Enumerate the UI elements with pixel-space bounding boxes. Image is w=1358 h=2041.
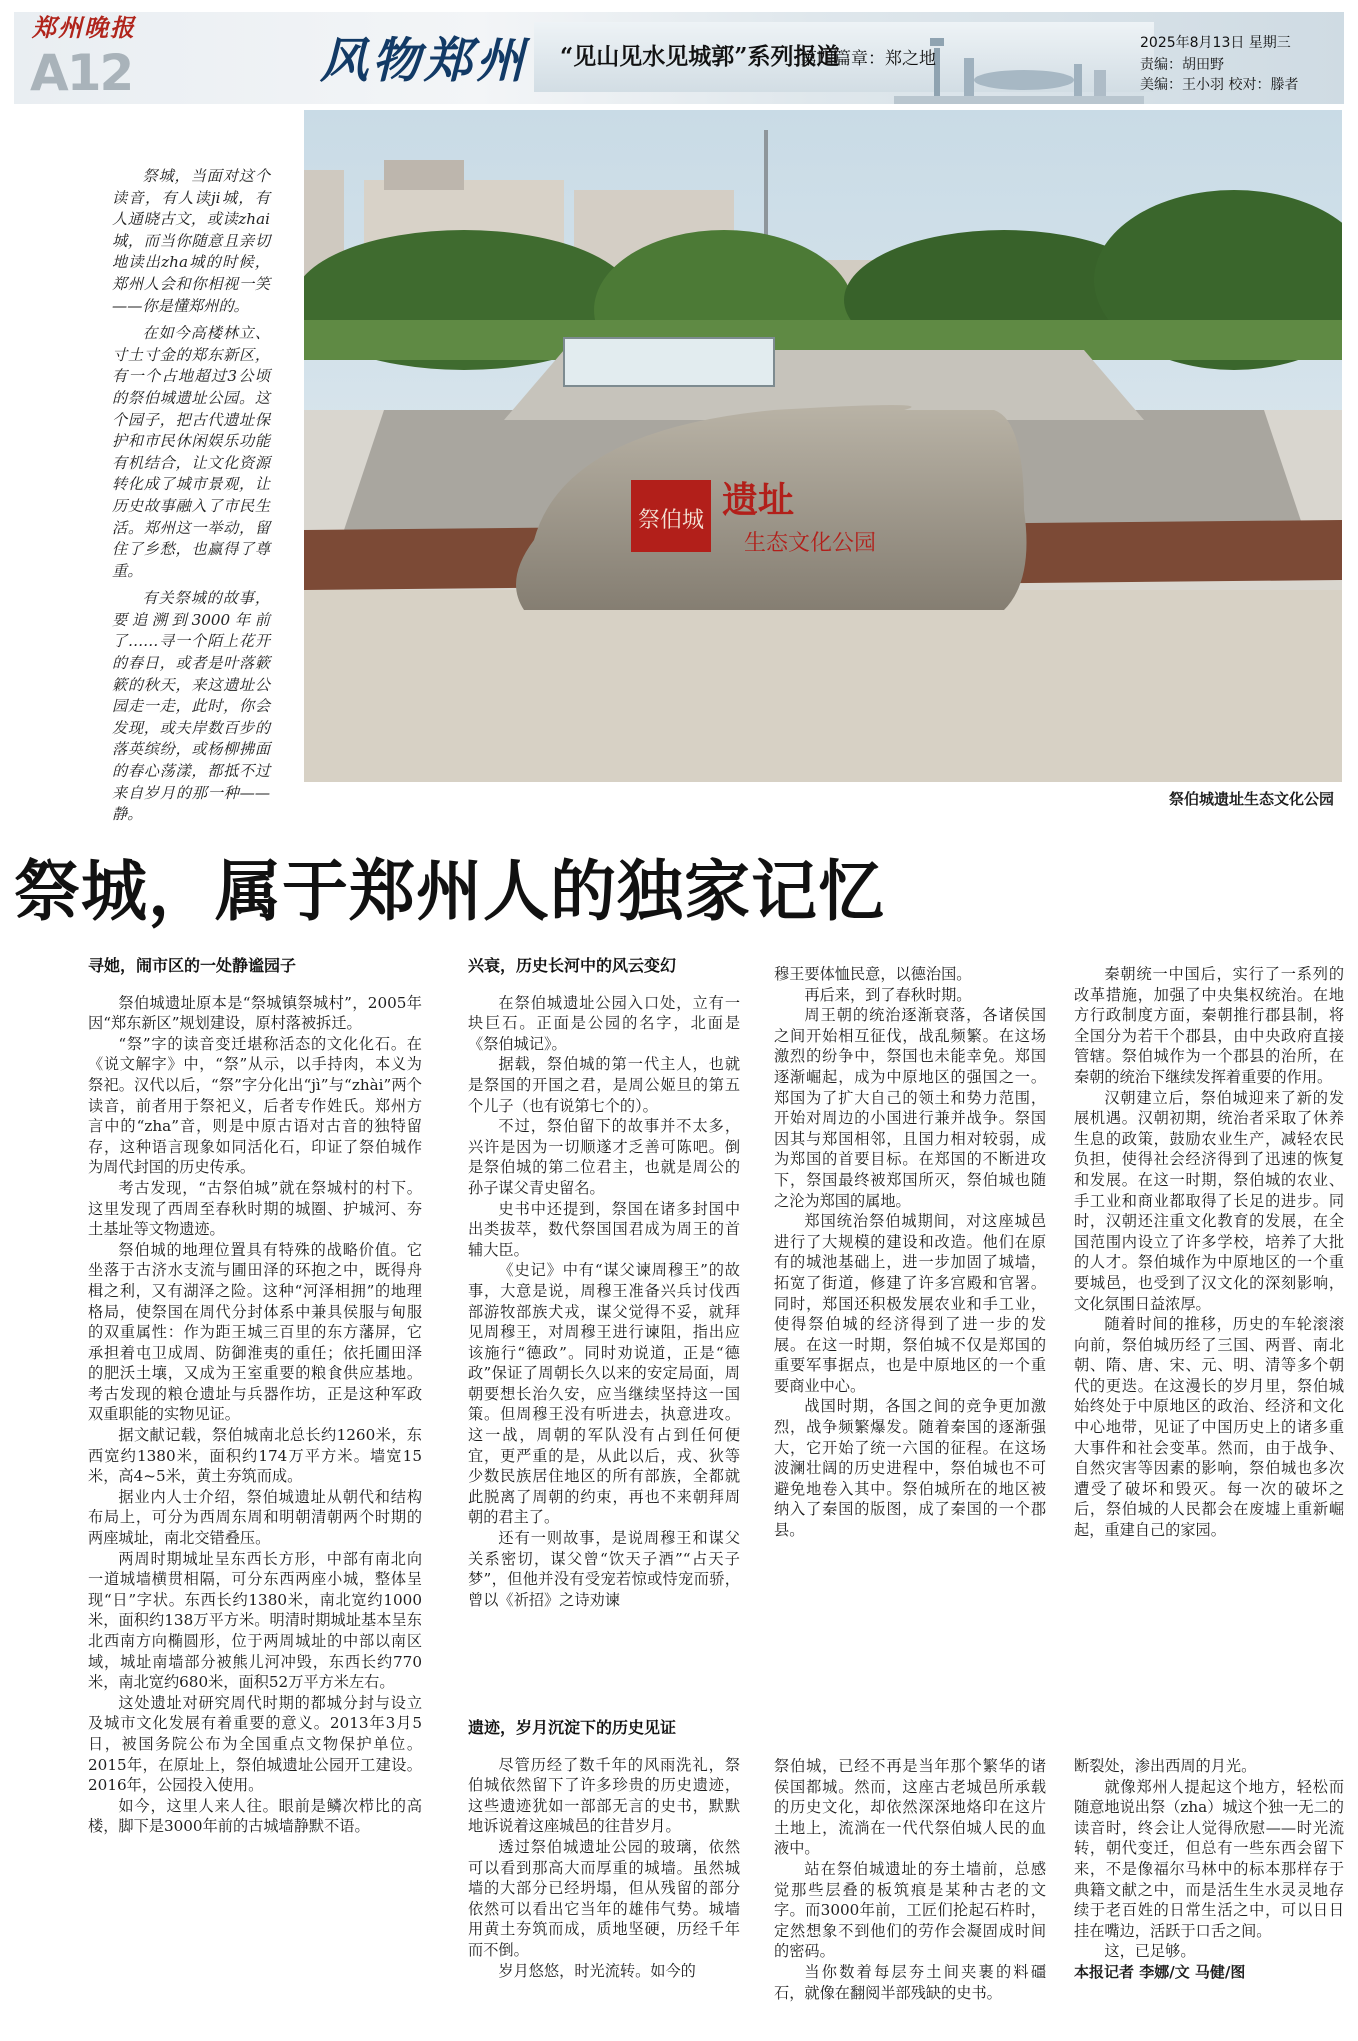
series-title: “见山见水见城郭”系列报道 (560, 43, 840, 70)
body-paragraph: 两周时期城址呈东西长方形，中部有南北向一道城墙横贯相隔，可分东西两座小城，整体呈现“日”字状。东西长约1380米，南北宽约1000米，面积约138万平方米。明清时期城址基本呈东北西南方向椭圆形，位于两周城址的中部以南区域，城址南墙部分被熊儿河冲毁，东西长约770米，南北宽约680米，面积52万平方米左右。 (88, 1549, 422, 1692)
body-paragraph: 在祭伯城遗址公园入口处，立有一块巨石。正面是公园的名字，北面是《祭伯城记》。 (468, 993, 740, 1053)
chapter-label: 第四篇章：郑之地 (800, 49, 936, 69)
intro-sidebar (112, 166, 270, 832)
body-paragraph: 尽管历经了数千年的风雨洗礼，祭伯城依然留下了许多珍贵的历史遗迹，这些遗迹犹如一部部无言的史书，默默地诉说着这座城邑的往昔岁月。 (468, 1755, 740, 1836)
body-paragraph: 岁月悠悠，时光流转。如今的 (498, 1961, 696, 1980)
body-paragraph: 史书中还提到，祭国在诸多封国中出类拔萃，数代祭国国君成为周王的首辅大臣。 (468, 1199, 740, 1259)
editor-credit: 责编：胡田野 (1140, 57, 1224, 73)
byline: 本报记者 李娜/文 马健/图 (1074, 1962, 1246, 1981)
body-paragraph: 秦朝统一中国后，实行了一系列的改革措施，加强了中央集权统治。在地方行政制度方面，秦朝推行郡县制，将全国分为若干个郡县，由中央政府直接管辖。祭伯城作为一个郡县的治所，在秦朝的统治下继续发挥着重要的作用。 (1074, 965, 1344, 1086)
section1-title: 寻她，闹市区的一处静谧园子 (88, 956, 297, 975)
body-paragraph: 就像郑州人提起这个地方，轻松而随意地说出祭（zha）城这个独一无二的读音时，终会让人觉得欣慰——时光流转，朝代变迁，但总有一些东西会留下来，不是像福尔马林中的标本那样存于典籍文献之中，而是活生生水灵灵地存续于老百姓的日常生活之中，可以日日挂在嘴边，活跃于口舌之间。 (1074, 1777, 1344, 1940)
body-paragraph: 这处遗址对研究周代时期的都城分封与设立及城市文化发展有着重要的意义。2013年3月5日，被国务院公布为全国重点文物保护单位。2015年，在原址上，祭伯城遗址公园开工建设。2016年，公园投入使用。 (88, 1693, 422, 1795)
sidebar-paragraph: 有关祭城的故事，要追溯到3000年前了……寻一个陌上花开的春日，或者是叶落簌簌的秋天，来这遗址公园走一走，此时，你会发现，或夫岸数百步的落英缤纷，或杨柳拂面的春心荡漾，都抵不过来自岁月的那一种——静。 (112, 589, 270, 824)
park-scene-image (304, 110, 1342, 782)
design-proof-credit: 美编：王小羽 校对：滕者 (1140, 77, 1299, 93)
section1-column (88, 956, 422, 1837)
section3-column-b (774, 1756, 1046, 2003)
section2-column-a (468, 956, 740, 1610)
section2-column-c (1074, 964, 1344, 1541)
body-paragraph: 周王朝的统治逐渐衰落，各诸侯国之间开始相互征伐，战乱频繁。在这场激烈的纷争中，祭国也未能幸免。郑国逐渐崛起，成为中原地区的强国之一。郑国为了扩大自己的领土和势力范围，开始对周边的小国进行兼并战争。祭国因其与郑国相邻，且国力相对较弱，成为郑国的首要目标。在郑国的不断进攻下，祭国最终被郑国所灭，祭伯城也随之沦为郑国的属地。 (774, 1006, 1046, 1210)
sidebar-paragraph: 在如今高楼林立、寸土寸金的郑东新区，有一个占地超过3公顷的祭伯城遗址公园。这个园子，把古代遗址保护和市民休闲娱乐功能有机结合，让文化资源转化成了城市景观，让历史故事融入了市民生活。郑州这一举动，留住了乡愁，也赢得了尊重。 (112, 324, 270, 580)
body-paragraph: 据载，祭伯城的第一代主人，也就是祭国的开国之君，是周公姬旦的第五个儿子（也有说第七个的）。 (468, 1055, 740, 1115)
stone-subtitle: 生态文化公园 (744, 531, 877, 556)
section3-column-c (1074, 1756, 1344, 1983)
park-photo (304, 110, 1342, 782)
body-paragraph: 据业内人士介绍，祭伯城遗址从朝代和结构布局上，可分为西周东周和明朝清朝两个时期的两座城址，南北交错叠压。 (88, 1487, 422, 1548)
column-title: 风物郑州 (320, 33, 529, 89)
section3-title: 遗迹，岁月沉淀下的历史见证 (468, 1718, 677, 1737)
section2-column-b (774, 964, 1046, 1541)
body-paragraph: 站在祭伯城遗址的夯土墙前，总感觉那些层叠的板筑痕是某种古老的文字。而3000年前，工匠们抡起石杵时，定然想象不到他们的劳作会凝固成时间的密码。 (774, 1859, 1046, 1961)
body-paragraph: 当你数着每层夯土间夹裹的料礓石，就像在翻阅半部残缺的史书。 (774, 1962, 1046, 2002)
sidebar-paragraph: 祭城，当面对这个读音，有人读ji城，有人通晓古文，或读zhai城，而当你随意且亲切地读出zha城的时候，郑州人会和你相视一笑——你是懂郑州的。 (112, 167, 270, 315)
section2-title: 兴衰，历史长河中的风云变幻 (468, 956, 677, 975)
body-paragraph: 郑国统治祭伯城期间，对这座城邑进行了大规模的建设和改造。他们在原有的城池基础上，进一步加固了城墙，拓宽了街道，修建了许多宫殿和官署。同时，郑国还积极发展农业和手工业，使得祭伯城的经济得到了进一步的发展。在这一时期，祭伯城不仅是郑国的重要军事据点，也是中原地区的一个重要商业中心。 (774, 1212, 1046, 1395)
stone-title: 遗址 (722, 479, 795, 521)
body-paragraph: 战国时期，各国之间的竞争更加激烈，战争频繁爆发。随着秦国的逐渐强大，它开始了统一六国的征程。在这场波澜壮阔的历史进程中，祭伯城也不可避免地卷入其中。祭伯城所在的地区被纳入了秦国的版图，成了秦国的一个郡县。 (774, 1397, 1046, 1540)
body-paragraph: 再后来，到了春秋时期。 (804, 985, 972, 1004)
photo-caption: 祭伯城遗址生态文化公园 (1168, 790, 1334, 808)
body-paragraph: 祭伯城遗址原本是“祭城镇祭城村”，2005年因“郑东新区”规划建设，原村落被拆迁。 (88, 993, 422, 1033)
page-number: A12 (30, 44, 133, 102)
body-paragraph: 断裂处，渗出西周的月光。 (1074, 1757, 1257, 1775)
headline: 祭城，属于郑州人的独家记忆 (14, 852, 885, 930)
body-paragraph: 不过，祭伯留下的故事并不太多，兴许是因为一切顺遂才乏善可陈吧。倒是祭伯城的第二位君主，也就是周公的孙子谋父青史留名。 (468, 1117, 740, 1197)
section3-column-a (468, 1718, 740, 1981)
issue-date: 2025年8月13日 星期三 (1140, 35, 1291, 51)
body-paragraph: 祭伯城的地理位置具有特殊的战略价值。它坐落于古济水支流与圃田泽的环抱之中，既得舟楫之利，又有湖泽之险。这种“河泽相拥”的地理格局，使祭国在周代分封体系中兼具侯服与甸服的双重属性：作为距王城三百里的东方藩屏，它承担着屯卫成周、防御淮夷的重任；依托圃田泽的肥沃土壤，又成为王室重要的粮食供应基地。考古发现的粮仓遗址与兵器作坊，正是这种军政双重职能的实物见证。 (88, 1240, 422, 1424)
body-paragraph: 穆王要体恤民意，以德治国。 (774, 965, 972, 983)
body-paragraph: 还有一则故事，是说周穆王和谋父关系密切，谋父曾“饮天子酒”“占天子梦”，但他并没有受宠若惊或恃宠而骄，曾以《祈招》之诗劝谏 (468, 1529, 740, 1609)
body-paragraph: 透过祭伯城遗址公园的玻璃，依然可以看到那高大而厚重的城墙。虽然城墙的大部分已经坍塌，但从残留的部分依然可以看出它当年的雄伟气势。城墙用黄土夯筑而成，质地坚硬，历经千年而不倒。 (468, 1837, 740, 1959)
body-paragraph: 考古发现，“古祭伯城”就在祭城村的村下。这里发现了西周至春秋时期的城圈、护城河、夯土基址等文物遗迹。 (88, 1178, 422, 1239)
paper-logo: 郑州晚报 (32, 13, 136, 42)
body-paragraph: 如今，这里人来人往。眼前是鳞次栉比的高楼，脚下是3000年前的古城墙静默不语。 (88, 1796, 422, 1836)
body-paragraph: 随着时间的推移，历史的车轮滚滚向前，祭伯城历经了三国、两晋、南北朝、隋、唐、宋、元、明、清等多个朝代的更迭。在这漫长的岁月里，祭伯城始终处于中原地区的政治、经济和文化中心地带，见证了中国历史上的诸多重大事件和社会变革。然而，由于战争、自然灾害等因素的影响，祭伯城也多次遭受了破坏和毁灭。每一次的破坏之后，祭伯城的人民都会在废墟上重新崛起，重建自己的家园。 (1074, 1315, 1344, 1540)
body-paragraph: 祭伯城，已经不再是当年那个繁华的诸侯国都城。然而，这座古老城邑所承载的历史文化，却依然深深地烙印在这片土地上，流淌在一代代祭伯城人民的血液中。 (774, 1757, 1046, 1858)
body-paragraph: 这，已足够。 (1104, 1942, 1196, 1961)
body-paragraph: 据文献记载，祭伯城南北总长约1260米，东西宽约1380米，面积约174万平方米。墙宽15米，高4~5米，黄土夯筑而成。 (88, 1426, 422, 1486)
stone-seal-text: 祭伯城 (637, 508, 705, 533)
body-paragraph: “祭”字的读音变迁堪称活态的文化化石。在《说文解字》中，“祭”从示，以手持肉，本义为祭祀。汉代以后，“祭”字分化出“jì”与“zhài”两个读音，前者用于祭祀义，后者专作姓氏。郑州方言中的“zha”音，则是中原古语对古音的独特留存，这种语言现象如同活化石，印证了祭伯城作为周代封国的历史传承。 (88, 1034, 422, 1177)
body-paragraph: 汉朝建立后，祭伯城迎来了新的发展机遇。汉朝初期，统治者采取了休养生息的政策，鼓励农业生产，减轻农民负担，使得社会经济得到了迅速的恢复和发展。在这一时期，祭伯城的农业、手工业和商业都取得了长足的进步。同时，汉朝还注重文化教育的发展，在全国范围内设立了许多学校，培养了大批的人才。祭伯城作为中原地区的一个重要城邑，也受到了汉文化的深刻影响，文化氛围日益浓厚。 (1074, 1088, 1344, 1313)
body-paragraph: 《史记》中有“谋父谏周穆王”的故事，大意是说，周穆王准备兴兵讨伐西部游牧部族犬戎，谋父觉得不妥，就拜见周穆王，对周穆王进行谏阻，指出应该施行“德政”。同时劝说道，正是“德政”保证了周朝长久以来的安定局面，周朝要想长治久安，应当继续坚持这一国策。但周穆王没有听进去，执意进攻。这一战，周朝的军队没有占到任何便宜，更严重的是，从此以后，戎、狄等少数民族居住地区的所有部族，全都就此脱离了周朝的约束，再也不来朝拜周朝的君主了。 (468, 1261, 740, 1527)
